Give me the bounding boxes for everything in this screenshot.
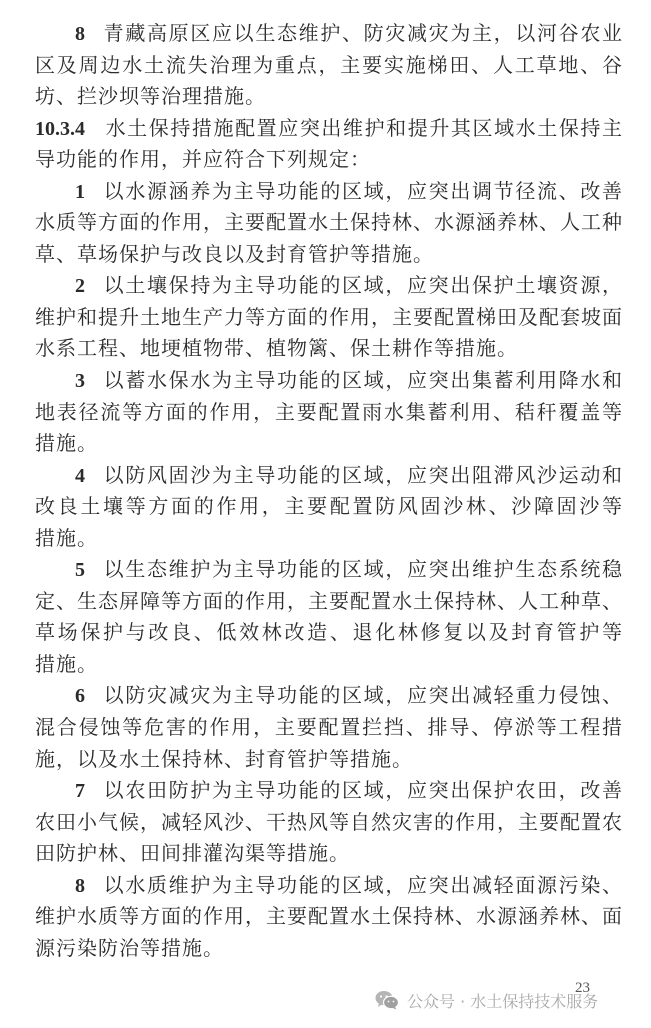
list-item-8-qinghai-tibet bbox=[35, 18, 623, 113]
watermark-text: 公众号 · 水土保持技术服务 bbox=[407, 991, 599, 1011]
text-line: 水系工程、地埂植物带、植物篱、保土耕作等措施。 bbox=[35, 336, 518, 361]
text-line: 草场保护与改良、低效林改造、退化林修复以及封育管护等 bbox=[35, 620, 623, 645]
wechat-icon bbox=[375, 990, 399, 1010]
text-line: 导功能的作用，并应符合下列规定： bbox=[35, 147, 371, 172]
item-number: 8 bbox=[75, 874, 85, 897]
text-line: 田防护林、田间排灌沟渠等措施。 bbox=[35, 841, 350, 866]
text-line: 10.3.4 水土保持措施配置应突出维护和提升其区域水土保持主 bbox=[35, 115, 623, 140]
text-line: 2 以土壤保持为主导功能的区域，应突出保护土壤资源， bbox=[75, 273, 623, 298]
item-number: 4 bbox=[75, 464, 85, 487]
text-line: 6 以防灾减灾为主导功能的区域，应突出减轻重力侵蚀、 bbox=[75, 683, 623, 708]
page-number: 23 bbox=[575, 980, 590, 996]
text-line: 7 以农田防护为主导功能的区域，应突出保护农田，改善 bbox=[75, 778, 623, 803]
text-line: 区及周边水土流失治理为重点，主要实施梯田、人工草地、谷 bbox=[35, 52, 623, 77]
list-item-6-disaster-prevention bbox=[35, 680, 623, 775]
text-line: 1 以水源涵养为主导功能的区域，应突出调节径流、改善 bbox=[75, 178, 623, 203]
text-line: 改良土壤等方面的作用，主要配置防风固沙林、沙障固沙等 bbox=[35, 494, 623, 519]
item-number: 3 bbox=[75, 370, 85, 393]
text-line: 8 以水质维护为主导功能的区域，应突出减轻面源污染、 bbox=[75, 872, 623, 897]
list-item-5-ecological-maintenance bbox=[35, 554, 623, 680]
item-number: 8 bbox=[75, 23, 85, 45]
item-number: 5 bbox=[75, 559, 85, 582]
list-item-8-water-quality bbox=[35, 870, 623, 965]
item-number: 6 bbox=[75, 685, 85, 708]
text-line: 源污染防治等措施。 bbox=[35, 935, 224, 960]
item-number: 7 bbox=[75, 780, 85, 803]
text-line: 措施。 bbox=[35, 525, 98, 550]
text-line: 维护水质等方面的作用，主要配置水土保持林、水源涵养林、面 bbox=[35, 904, 623, 929]
list-item-2-soil-conservation bbox=[35, 270, 623, 365]
list-item-7-farmland-protection bbox=[35, 775, 623, 870]
text-line: 农田小气候，减轻风沙、干热风等自然灾害的作用，主要配置农 bbox=[35, 809, 623, 834]
list-item-1-water-conservation bbox=[35, 176, 623, 271]
text-line: 施，以及水土保持林、封育管护等措施。 bbox=[35, 746, 413, 771]
watermark bbox=[375, 986, 598, 1014]
text-line: 3 以蓄水保水为主导功能的区域，应突出集蓄利用降水和 bbox=[75, 368, 623, 393]
item-number: 1 bbox=[75, 180, 85, 203]
item-number: 2 bbox=[75, 275, 85, 298]
text-line: 地表径流等方面的作用，主要配置雨水集蓄利用、秸秆覆盖等 bbox=[35, 399, 623, 424]
list-item-4-windbreak-sand-fixation bbox=[35, 460, 623, 555]
text-line: 混合侵蚀等危害的作用，主要配置拦挡、排导、停淤等工程措 bbox=[35, 715, 623, 740]
text-line: 5 以生态维护为主导功能的区域，应突出维护生态系统稳 bbox=[75, 557, 623, 582]
clause-10-3-4 bbox=[35, 113, 623, 176]
text-line: 坊、拦沙坝等治理措施。 bbox=[35, 84, 266, 109]
text-line: 措施。 bbox=[35, 431, 98, 456]
text-line: 8 青藏高原区应以生态维护、防灾减灾为主，以河谷农业 bbox=[75, 21, 623, 45]
document-page bbox=[35, 18, 623, 964]
list-item-3-water-storage bbox=[35, 365, 623, 460]
text-line: 草、草场保护与改良以及封育管护等措施。 bbox=[35, 241, 434, 266]
text-line: 4 以防风固沙为主导功能的区域，应突出阻滞风沙运动和 bbox=[75, 462, 623, 487]
text-line: 维护和提升土地生产力等方面的作用，主要配置梯田及配套坡面 bbox=[35, 304, 623, 329]
clause-number: 10.3.4 bbox=[35, 117, 85, 140]
text-line: 定、生态屏障等方面的作用，主要配置水土保持林、人工种草、 bbox=[35, 588, 623, 613]
text-line: 水质等方面的作用，主要配置水土保持林、水源涵养林、人工种 bbox=[35, 210, 623, 235]
text-line: 措施。 bbox=[35, 651, 98, 676]
